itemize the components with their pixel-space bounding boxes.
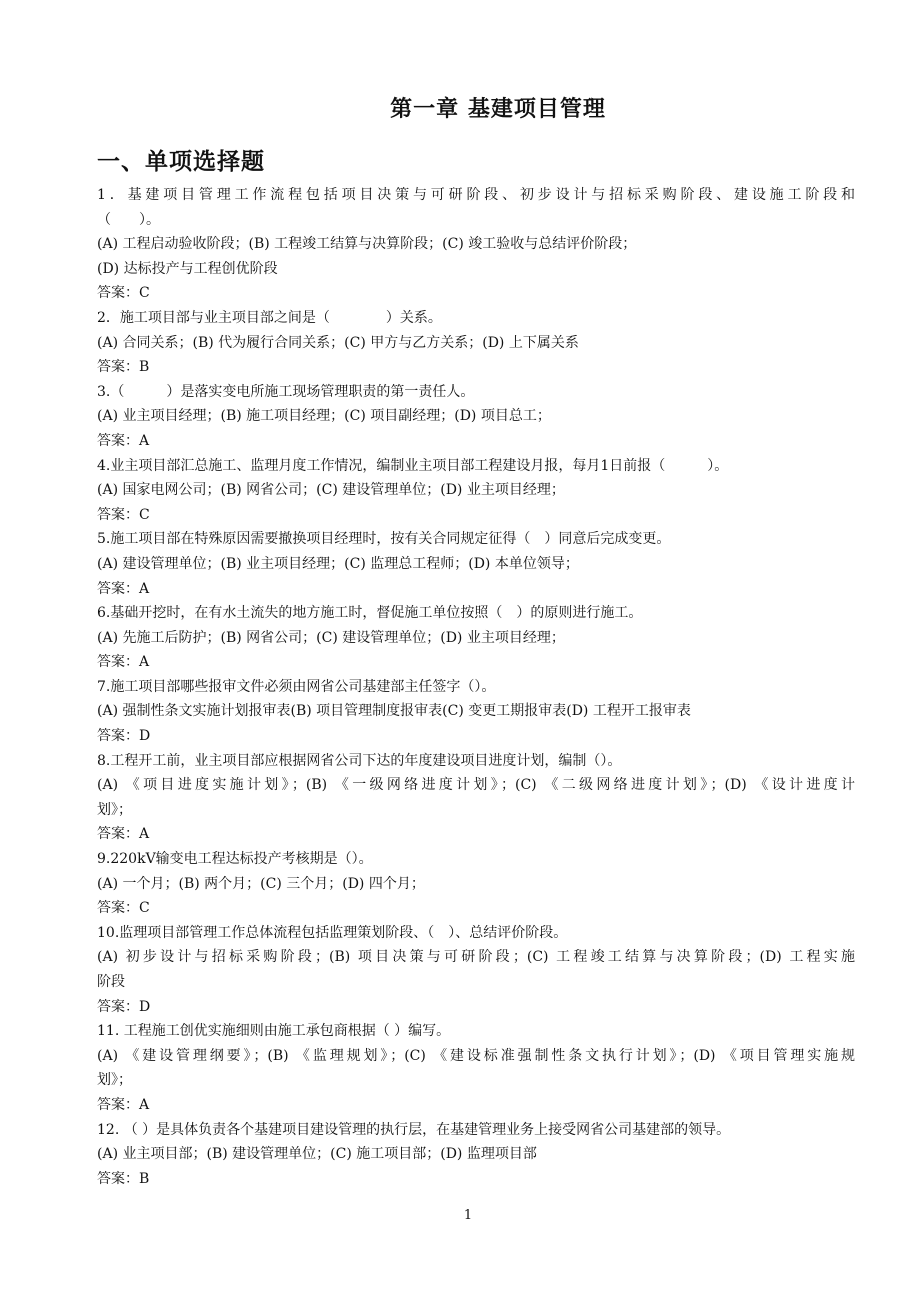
text-line: (A) 初步设计与招标采购阶段；(B) 项目决策与可研阶段；(C) 工程竣工结算与决算阶段；(D) 工程实施 bbox=[97, 949, 855, 966]
text-line: 答案：A bbox=[97, 432, 150, 449]
section-title: 一、单项选择题 bbox=[97, 149, 265, 175]
text-line: (A) 国家电网公司；(B) 网省公司；(C) 建设管理单位；(D) 业主项目经理； bbox=[97, 482, 565, 499]
text-line: (D) 达标投产与工程创优阶段 bbox=[97, 260, 278, 277]
text-line: (A) 《建设管理纲要》；(B) 《监理规划》；(C) 《建设标准强制性条文执行计划》；(D) 《项目管理实施规 bbox=[97, 1047, 855, 1064]
text-line: 答案：A bbox=[97, 580, 150, 597]
text-line: (A) 合同关系；(B) 代为履行合同关系；(C) 甲方与乙方关系；(D) 上下属关系 bbox=[97, 334, 579, 351]
chapter-title: 第一章 基建项目管理 bbox=[390, 97, 606, 122]
text-line: 答案：A bbox=[97, 826, 150, 843]
text-line: 5.施工项目部在特殊原因需要撤换项目经理时，按有关合同规定征得（ ）同意后完成变更。 bbox=[97, 531, 671, 548]
text-line: (A) 业主项目经理；(B) 施工项目经理；(C) 项目副经理；(D) 项目总工； bbox=[97, 408, 551, 425]
text-line: (A) 工程启动验收阶段；(B) 工程竣工结算与决算阶段；(C) 竣工验收与总结评价阶段； bbox=[97, 236, 637, 253]
text-line: 答案：A bbox=[97, 654, 150, 671]
text-line: 9.220kV输变电工程达标投产考核期是（）。 bbox=[97, 851, 373, 868]
text-line: 答案：C bbox=[97, 506, 150, 523]
text-line: (A) 先施工后防护；(B) 网省公司；(C) 建设管理单位；(D) 业主项目经理； bbox=[97, 629, 565, 646]
text-line: (A) 建设管理单位；(B) 业主项目经理；(C) 监理总工程师；(D) 本单位领导； bbox=[97, 555, 579, 572]
text-line: 答案：B bbox=[97, 1170, 150, 1187]
text-line: （ ）。 bbox=[97, 211, 160, 228]
text-line: 划》； bbox=[97, 1072, 132, 1089]
text-line: 6.基础开挖时，在有水土流失的地方施工时，督促施工单位按照（ ）的原则进行施工。 bbox=[97, 605, 643, 622]
question-list bbox=[97, 183, 855, 1191]
text-line: 答案：D bbox=[97, 998, 151, 1015]
text-line: 1．基建项目管理工作流程包括项目决策与可研阶段、初步设计与招标采购阶段、建设施工阶段和 bbox=[97, 187, 855, 203]
text-line: 答案：A bbox=[97, 1096, 150, 1113]
text-line: (A) 《项目进度实施计划》；(B) 《一级网络进度计划》；(C) 《二级网络进度计划》；(D) 《设计进度计 bbox=[97, 777, 855, 794]
text-line: 10.监理项目部管理工作总体流程包括监理策划阶段、（ ）、总结评价阶段。 bbox=[97, 924, 568, 941]
text-line: 3.（ ）是落实变电所施工现场管理职责的第一责任人。 bbox=[97, 383, 475, 400]
page-number: 1 bbox=[463, 1208, 473, 1223]
text-line: 阶段 bbox=[97, 974, 125, 990]
text-line: 4.业主项目部汇总施工、监理月度工作情况，编制业主项目部工程建设月报，每月1日前报（ ）。 bbox=[97, 457, 729, 474]
text-line: 8.工程开工前，业主项目部应根据网省公司下达的年度建设项目进度计划，编制（）。 bbox=[97, 752, 622, 769]
text-line: 7.施工项目部哪些报审文件必须由网省公司基建部主任签字（）。 bbox=[97, 678, 496, 695]
text-line: 答案：B bbox=[97, 359, 150, 376]
text-line: 12. （ ）是具体负责各个基建项目建设管理的执行层，在基建管理业务上接受网省公司基建部的领导。 bbox=[97, 1121, 731, 1138]
text-line: 答案：C bbox=[97, 900, 150, 917]
text-line: 2．施工项目部与业主项目部之间是（ ）关系。 bbox=[97, 309, 442, 326]
text-line: (A) 业主项目部；(B) 建设管理单位；(C) 施工项目部；(D) 监理项目部 bbox=[97, 1146, 537, 1163]
text-line: 答案：C bbox=[97, 285, 150, 302]
text-line: 划》； bbox=[97, 801, 132, 818]
text-line: (A) 一个月；(B) 两个月；(C) 三个月；(D) 四个月； bbox=[97, 875, 425, 892]
text-line: 11. 工程施工创优实施细则由施工承包商根据（ ）编写。 bbox=[97, 1023, 451, 1040]
text-line: 答案：D bbox=[97, 728, 151, 745]
text-line: (A) 强制性条文实施计划报审表(B) 项目管理制度报审表(C) 变更工期报审表(D) 工程开工报审表 bbox=[97, 703, 691, 720]
